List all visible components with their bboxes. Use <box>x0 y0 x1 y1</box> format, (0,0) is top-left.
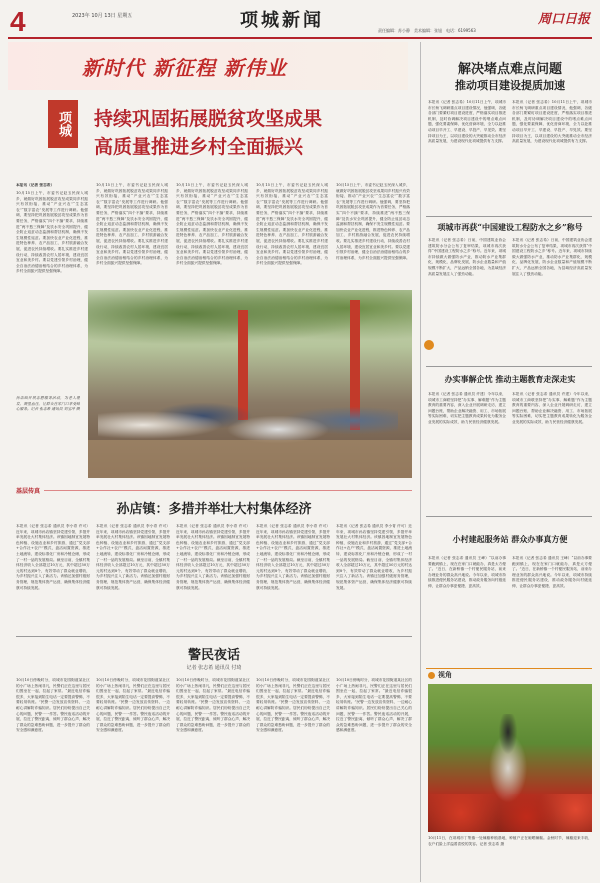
lead-body-col-3: 10月15日上午，市委书记赵玉民深入城乡，就做好巩固拓展脱贫攻坚成果同乡村振兴有效衔接、推动“产业兴农”“生态富农”“数字富农”发展等工作进行调研。他强调，要坚持把巩固拓展脱贫攻坚成果作为首要任务，严格落实“四个不摘”要求，持续推进“两不愁三保障”及饮水安全巩固提升，健全防止返贫动态监测和帮扶机制，确保不发生规模性返贫。要加快农业产业化进程，推进特色种养、农产品加工、乡村旅游融合发展，促进农民持续增收。要扎实推进乡村建设行动，持续改善农村人居环境，建设宜居宜业和美乡村。要以党建引领乡村治理，健全自治法治德治相结合的乡村治理体系，为乡村全面振兴提供坚强保障。 <box>176 183 248 266</box>
right-story3-headline: 办实事解企忧 推动主题教育走深走实 <box>444 374 576 384</box>
right-story1-col-1: 本报讯（记者 张志希）10月11日上午，项城市市长杨飞调研重点项目建设情况，他强调，各级各部门要紧盯项目建设进度，严格落实项目推进机制，及时协调解决项目建设中的堵点难点问题，强化要素保障，优化营商环境，全力以赴推动项目早开工、早建设、早投产、早见效。要坚持项目为王，以项目建设的大突破推动全市经济高质量发展，为建设现代化项城提供有力支撑。 <box>428 100 506 144</box>
pepper-photo <box>428 684 592 832</box>
editor-line: 责任编辑：苏小静 美术编辑：张旭 电话：6199563 <box>378 28 476 33</box>
mid-body-col-4: 本报讯（记者 张志希 通讯员 李小青 许可）近年来，项城市孙店镇坚持党建引领，多措并举发展壮大村集体经济。该镇因地制宜发展特色种植、设施农业和乡村旅游，通过“党支部+合作社+农户”模式，盘活闲置资源，推进土地流转，建设标准化厂房和冷链仓储，形成了一村一品的发展格局。截至目前，全镇村集体经济收入全部超过10万元，其中超过50万元的村达到8个，有效带动了群众就业增收，为乡村振兴注入了新活力。该镇还加强村级财务管理，规范集体资产运营，确保集体经济健康可持续发展。 <box>256 524 330 590</box>
mid-headline: 孙店镇：多措并举壮大村集体经济 <box>116 502 312 517</box>
region-tag: 项城 <box>48 100 78 148</box>
photo-peppers <box>428 794 592 832</box>
mid-body-col-1: 本报讯（记者 张志希 通讯员 李小青 许可）近年来，项城市孙店镇坚持党建引领，多措并举发展壮大村集体经济。该镇因地制宜发展特色种植、设施农业和乡村旅游，通过“党支部+合作社+农户”模式，盘活闲置资源，推进土地流转，建设标准化厂房和冷链仓储，形成了一村一品的发展格局。截至目前，全镇村集体经济收入全部超过10万元，其中超过50万元的村达到8个，有效带动了群众就业增收，为乡村振兴注入了新活力。该镇还加强村级财务管理，规范集体资产运营，确保集体经济健康可持续发展。 <box>16 524 90 590</box>
right-story1-headline-2: 推动项目建设提质加速 <box>455 79 565 92</box>
lead-body-col-1: 10月15日上午，市委书记赵玉民深入城乡，就做好巩固拓展脱贫攻坚成果同乡村振兴有效衔接、推动“产业兴农”“生态富农”“数字富农”发展等工作进行调研。他强调，要坚持把巩固拓展脱贫攻坚成果作为首要任务，严格落实“四个不摘”要求，持续推进“两不愁三保障”及饮水安全巩固提升，健全防止返贫动态监测和帮扶机制，确保不发生规模性返贫。要加快农业产业化进程，推进特色种养、农产品加工、乡村旅游融合发展，促进农民持续增收。要扎实推进乡村建设行动，持续改善农村人居环境，建设宜居宜业和美乡村。要以党建引领乡村治理，健全自治法治德治相结合的乡村治理体系，为乡村全面振兴提供坚强保障。 <box>16 191 88 274</box>
lead-body-col-5: 10月15日上午，市委书记赵玉民深入城乡，就做好巩固拓展脱贫攻坚成果同乡村振兴有效衔接、推动“产业兴农”“生态富农”“数字富农”发展等工作进行调研。他强调，要坚持把巩固拓展脱贫攻坚成果作为首要任务，严格落实“四个不摘”要求，持续推进“两不愁三保障”及饮水安全巩固提升，健全防止返贫动态监测和帮扶机制，确保不发生规模性返贫。要加快农业产业化进程，推进特色种养、农产品加工、乡村旅游融合发展，促进农民持续增收。要扎实推进乡村建设行动，持续改善农村人居环境，建设宜居宜业和美乡村。要以党建引领乡村治理，健全自治法治德治相结合的乡村治理体系，为乡村全面振兴提供坚强保障。 <box>336 183 410 260</box>
photo-tree-foliage <box>88 290 412 350</box>
section-name: 项城新闻 <box>240 10 324 31</box>
mid-body-col-5: 本报讯（记者 张志希 通讯员 李小青 许可）近年来，项城市孙店镇坚持党建引领，多措并举发展壮大村集体经济。该镇因地制宜发展特色种植、设施农业和乡村旅游，通过“党支部+合作社+农户”模式，盘活闲置资源，推进土地流转，建设标准化厂房和冷链仓储，形成了一村一品的发展格局。截至目前，全镇村集体经济收入全部超过10万元，其中超过50万元的村达到8个，有效带动了群众就业增收，为乡村振兴注入了新活力。该镇还加强村级财务管理，规范集体资产运营，确保集体经济健康可持续发展。 <box>336 524 412 590</box>
bottom-body-block <box>16 678 412 874</box>
newspaper-logo: 周口日报 <box>538 12 591 27</box>
banner-slogan: 新时代 新征程 新伟业 <box>82 56 287 80</box>
right-story4-col-1: 本报讯（记者 张志希 通讯员 王峰）“以前办事要跑到镇上，现在在家门口就能办，真是太方便了。”近日，在新桥镇一个村便民服务站，前来办理业务的群众高兴地说。今年以来，项城市持续推进便民服务站建设，推动政务服务向村级延伸，让群众办事更便捷、更高效。 <box>428 556 506 588</box>
bottom-body-col-5: 10月10日傍晚时分，项城市花园街道某社区的小广场上热闹非凡，民警们正在这里与居民们围坐在一起，拉起了家常。“最近电信诈骗很多，大家接到陌生电话一定要提高警惕，不要轻易转账。”民警一边发放宣传资料，一边耐心讲解防诈骗知识。居民们纷纷提出自己关心的问题，民警一一作答。警民夜话活动的开展，拉近了警民距离，倾听了群众心声，解决了群众的急难愁盼问题，进一步提升了群众的安全感和满意度。 <box>336 678 412 733</box>
right-column-divider <box>420 42 421 882</box>
right-story3-col-1: 本报讯（记者 张志希 通讯员 许建）今年以来，项城市工商联坚持把“办实事、解难题”作为主题教育的重要内容，深入企业开展调研走访，建立问题台账，帮助企业解决融资、用工、市场拓展等实际困难，切实把主题教育成果转化为服务企业发展的实际成效，助力民营经济健康发展。 <box>428 392 506 424</box>
bottom-body-col-3: 10月10日傍晚时分，项城市花园街道某社区的小广场上热闹非凡，民警们正在这里与居民们围坐在一起，拉起了家常。“最近电信诈骗很多，大家接到陌生电话一定要提高警惕，不要轻易转账。”民警一边发放宣传资料，一边耐心讲解防诈骗知识。居民们纷纷提出自己关心的问题，民警一一作答。警民夜话活动的开展，拉近了警民距离，倾听了群众心声，解决了群众的急难愁盼问题，进一步提升了群众的安全感和满意度。 <box>176 678 250 733</box>
bottom-body-col-2: 10月10日傍晚时分，项城市花园街道某社区的小广场上热闹非凡，民警们正在这里与居民们围坐在一起，拉起了家常。“最近电信诈骗很多，大家接到陌生电话一定要提高警惕，不要轻易转账。”民警一边发放宣传资料，一边耐心讲解防诈骗知识。居民们纷纷提出自己关心的问题，民警一一作答。警民夜话活动的开展，拉近了警民距离，倾听了群众心声，解决了群众的急难愁盼问题，进一步提升了群众的安全感和满意度。 <box>96 678 170 733</box>
photo-floor <box>88 440 412 478</box>
lead-headline-line1: 持续巩固拓展脱贫攻坚成果 <box>94 108 323 130</box>
photo-farmer <box>478 714 538 804</box>
photo1-caption: 孙店镇开展志愿服务活动，为老人理发、测量血压，让群众在家门口享受贴心服务。记者 张志希 通讯员 刘宝冲 摄 <box>16 396 80 412</box>
header-divider <box>8 37 592 39</box>
right-story1-headline-1: 解决堵点难点问题 <box>457 62 562 77</box>
bottom-body-col-1: 10月10日傍晚时分，项城市花园街道某社区的小广场上热闹非凡，民警们正在这里与居民们围坐在一起，拉起了家常。“最近电信诈骗很多，大家接到陌生电话一定要提高警惕，不要轻易转账。”民警一边发放宣传资料，一边耐心讲解防诈骗知识。居民们纷纷提出自己关心的问题，民警一一作答。警民夜话活动的开展，拉近了警民距离，倾听了群众心声，解决了群众的急难愁盼问题，进一步提升了群众的安全感和满意度。 <box>16 678 90 733</box>
bottom-byline: 记者 张志希 通讯员 付琦 <box>186 665 242 671</box>
photo2-label <box>426 668 592 683</box>
photo2-label-text: 视角 <box>438 671 452 679</box>
bottom-headline: 警民夜话 <box>187 648 240 663</box>
right-story4-headline: 小村建起服务站 群众办事真方便 <box>452 534 568 544</box>
mid-divider-top <box>44 490 412 491</box>
lead-headline-line2: 高质量推进乡村全面振兴 <box>94 136 304 158</box>
page-header <box>0 0 600 40</box>
mid-divider-bottom <box>16 636 412 637</box>
banner-area <box>8 42 408 90</box>
mid-kicker: 基层传真 <box>16 488 41 495</box>
lead-body-block <box>16 183 410 283</box>
date-line: 2023年 10月 13日 星期五 <box>72 13 133 19</box>
right-story1-col-2: 本报讯（记者 张志希）10月11日上午，项城市市长杨飞调研重点项目建设情况，他强调，各级各部门要紧盯项目建设进度，严格落实项目推进机制，及时协调解决项目建设中的堵点难点问题，强化要素保障，优化营商环境，全力以赴推动项目早开工、早建设、早投产、早见效。要坚持项目为王，以项目建设的大突破推动全市经济高质量发展，为建设现代化项城提供有力支撑。 <box>512 100 592 144</box>
right-story2-headline: 项城市再获“中国建设工程防水之乡”称号 <box>437 222 583 232</box>
volunteer-photo <box>88 290 412 478</box>
mid-body-block <box>16 524 412 632</box>
right-divider-2 <box>426 366 592 367</box>
eye-icon <box>428 672 435 679</box>
mid-body-col-3: 本报讯（记者 张志希 通讯员 李小青 许可）近年来，项城市孙店镇坚持党建引领，多措并举发展壮大村集体经济。该镇因地制宜发展特色种植、设施农业和乡村旅游，通过“党支部+合作社+农户”模式，盘活闲置资源，推进土地流转，建设标准化厂房和冷链仓储，形成了一村一品的发展格局。截至目前，全镇村集体经济收入全部超过10万元，其中超过50万元的村达到8个，有效带动了群众就业增收，为乡村振兴注入了新活力。该镇还加强村级财务管理，规范集体资产运营，确保集体经济健康可持续发展。 <box>176 524 250 590</box>
lead-body-col-4: 10月15日上午，市委书记赵玉民深入城乡，就做好巩固拓展脱贫攻坚成果同乡村振兴有效衔接、推动“产业兴农”“生态富农”“数字富农”发展等工作进行调研。他强调，要坚持把巩固拓展脱贫攻坚成果作为首要任务，严格落实“四个不摘”要求，持续推进“两不愁三保障”及饮水安全巩固提升，健全防止返贫动态监测和帮扶机制，确保不发生规模性返贫。要加快农业产业化进程，推进特色种养、农产品加工、乡村旅游融合发展，促进农民持续增收。要扎实推进乡村建设行动，持续改善农村人居环境，建设宜居宜业和美乡村。要以党建引领乡村治理，健全自治法治德治相结合的乡村治理体系，为乡村全面振兴提供坚强保障。 <box>256 183 328 266</box>
bottom-body-col-4: 10月10日傍晚时分，项城市花园街道某社区的小广场上热闹非凡，民警们正在这里与居民们围坐在一起，拉起了家常。“最近电信诈骗很多，大家接到陌生电话一定要提高警惕，不要轻易转账。”民警一边发放宣传资料，一边耐心讲解防诈骗知识。居民们纷纷提出自己关心的问题，民警一一作答。警民夜话活动的开展，拉近了警民距离，倾听了群众心声，解决了群众的急难愁盼问题，进一步提升了群众的安全感和满意度。 <box>256 678 330 733</box>
right-story3-col-2: 本报讯（记者 张志希 通讯员 许建）今年以来，项城市工商联坚持把“办实事、解难题”作为主题教育的重要内容，深入企业开展调研走访，建立问题台账，帮助企业解决融资、用工、市场拓展等实际困难，切实把主题教育成果转化为服务企业发展的实际成效，助力民营经济健康发展。 <box>512 392 592 424</box>
right-divider-3 <box>426 516 592 517</box>
lead-byline: 本报讯（记者 张志希） <box>16 183 55 187</box>
right-story2-col-2: 本报讯（记者 张志希）日前，中国建筑业协会建筑防水分会公布了复审结果，项城市再次获得“中国建设工程防水之乡”称号。近年来，项城市持续做大做强防水产业，推动防水产业集群化、规模化、品牌化发展，防水企业数量和产值规模不断扩大，产品远销全国各地，为县域经济高质量发展注入了强劲动能。 <box>512 238 592 276</box>
right-divider-1 <box>426 216 592 217</box>
right-story4-col-2: 本报讯（记者 张志希 通讯员 王峰）“以前办事要跑到镇上，现在在家门口就能办，真是太方便了。”近日，在新桥镇一个村便民服务站，前来办理业务的群众高兴地说。今年以来，项城市持续推进便民服务站建设，推动政务服务向村级延伸，让群众办事更便捷、更高效。 <box>512 556 592 588</box>
photo2-caption: 10月11日，在项城市丁集镇一处辣椒种植基地，种植户正在晾晒辣椒。金秋时节，辣椒迎来丰收，农户们脸上洋溢着喜悦的笑容。记者 张志希 摄 <box>428 836 592 846</box>
right-story2-col-1: 本报讯（记者 张志希）日前，中国建筑业协会建筑防水分会公布了复审结果，项城市再次获得“中国建设工程防水之乡”称号。近年来，项城市持续做大做强防水产业，推动防水产业集群化、规模化、品牌化发展，防水企业数量和产值规模不断扩大，产品远销全国各地，为县域经济高质量发展注入了强劲动能。 <box>428 238 506 276</box>
mid-body-col-2: 本报讯（记者 张志希 通讯员 李小青 许可）近年来，项城市孙店镇坚持党建引领，多措并举发展壮大村集体经济。该镇因地制宜发展特色种植、设施农业和乡村旅游，通过“党支部+合作社+农户”模式，盘活闲置资源，推进土地流转，建设标准化厂房和冷链仓储，形成了一村一品的发展格局。截至目前，全镇村集体经济收入全部超过10万元，其中超过50万元的村达到8个，有效带动了群众就业增收，为乡村振兴注入了新活力。该镇还加强村级财务管理，规范集体资产运营，确保集体经济健康可持续发展。 <box>96 524 170 590</box>
lead-body-col-2: 10月15日上午，市委书记赵玉民深入城乡，就做好巩固拓展脱贫攻坚成果同乡村振兴有效衔接、推动“产业兴农”“生态富农”“数字富农”发展等工作进行调研。他强调，要坚持把巩固拓展脱贫攻坚成果作为首要任务，严格落实“四个不摘”要求，持续推进“两不愁三保障”及饮水安全巩固提升，健全防止返贫动态监测和帮扶机制，确保不发生规模性返贫。要加快农业产业化进程，推进特色种养、农产品加工、乡村旅游融合发展，促进农民持续增收。要扎实推进乡村建设行动，持续改善农村人居环境，建设宜居宜业和美乡村。要以党建引领乡村治理，健全自治法治德治相结合的乡村治理体系，为乡村全面振兴提供坚强保障。 <box>96 183 168 266</box>
page-number: 4 <box>10 6 26 37</box>
